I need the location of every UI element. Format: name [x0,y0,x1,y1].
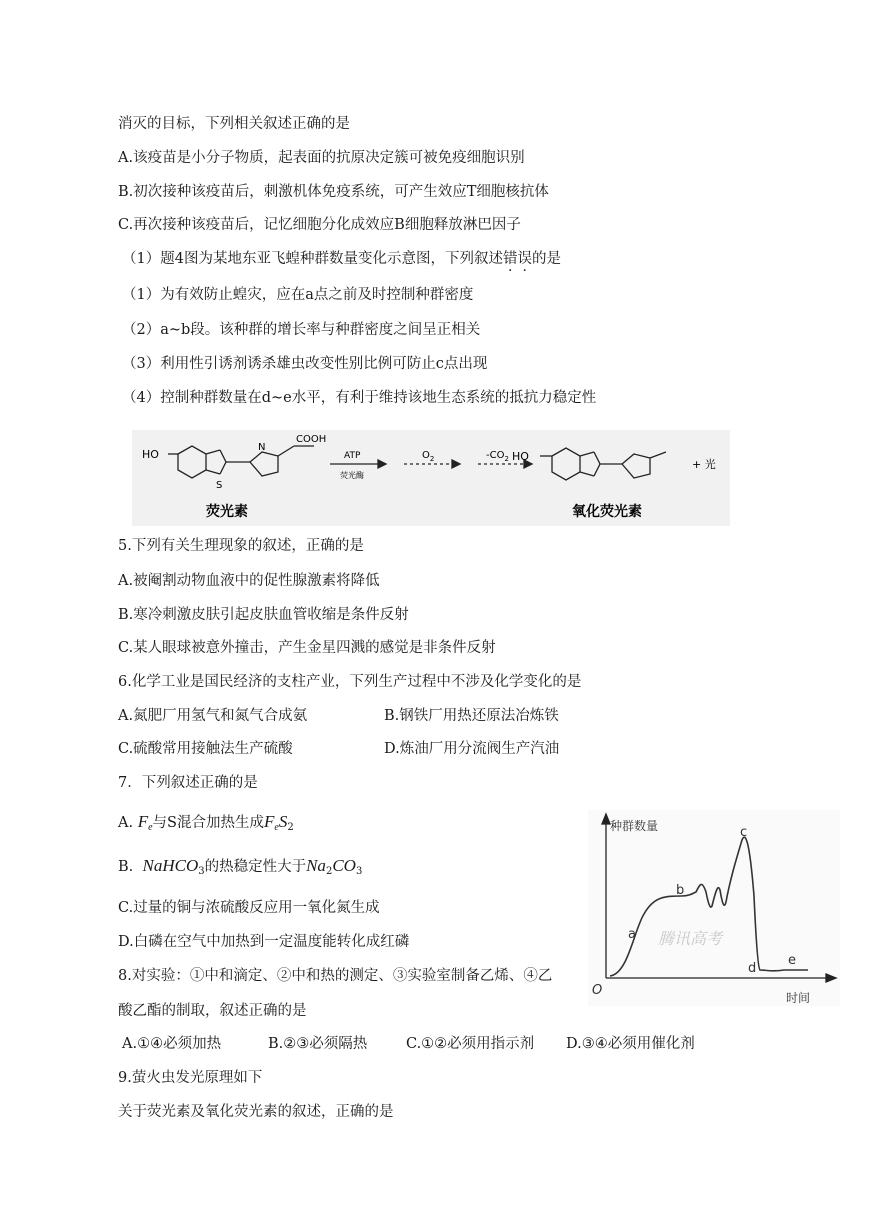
q7-option-d: D.白磷在空气中加热到一定温度能转化成红磷 [118,934,410,950]
q3-option-a: A.该疫苗是小分子物质，起表面的抗原决定簇可被免疫细胞识别 [118,150,525,166]
q3-stem: 消灭的目标，下列相关叙述正确的是 [118,116,350,132]
light-label: + 光 [692,458,716,471]
q4-option-3: （3）利用性引诱剂诱杀雄虫改变性别比例可防止c点出现 [122,356,488,372]
q4-option-2: （2）a~b段。该种群的增长率与种群密度之间呈正相关 [122,322,481,338]
q6-option-a: A.氮肥厂用氢气和氮气合成氨 [118,708,308,724]
q9-stem: 9.萤火虫发光原理如下 [118,1070,263,1086]
x-axis-label: 时间 [786,991,811,1005]
q3-option-c: C.再次接种该疫苗后，记忆细胞分化成效应B细胞释放淋巴因子 [118,217,521,233]
population-chart [588,810,840,1006]
q5-stem: 5.下列有关生理现象的叙述，正确的是 [118,538,364,554]
q4-emphasis-1: 错 [502,251,518,267]
n-label: N [258,442,266,453]
q8-option-a: A.①④必须加热 [122,1036,222,1052]
q6-stem: 6.化学工业是国民经济的支柱产业，下列生产过程中不涉及化学变化的是 [118,674,582,690]
q4-option-1: （1）为有效防止蝗灾，应在a点之前及时控制种群密度 [122,287,474,303]
luciferin-name: 荧光素 [206,504,248,520]
point-d-label: d [748,961,757,976]
point-b-label: b [676,883,685,898]
q7-option-b: B. NaHCO$_3$的热稳定性大于$Na_2CO_3$ [118,856,363,877]
ho-label-right: HO [512,450,529,463]
y-axis-label: 种群数量 [610,819,659,833]
luciferin-reaction-figure [132,430,730,526]
cooh-label: COOH [296,434,327,445]
q5-option-a: A.被阉割动物血液中的促性腺激素将降低 [118,573,380,589]
co2-label: $-CO_2$ [486,450,509,463]
q5-option-b: B.寒冷刺激皮肤引起皮肤血管收缩是条件反射 [118,607,409,623]
q9-question: 关于荧光素及氧化荧光素的叙述，正确的是 [118,1104,394,1120]
q7-option-a: A. $F_e$与S混合加热生成$F_eS_2$ [118,812,294,833]
atp-label: ATP [344,451,361,461]
q5-option-c: C.某人眼球被意外撞击，产生金星四溅的感觉是非条件反射 [118,640,496,656]
ho-label-left: HO [142,448,159,461]
point-a-label: a [628,927,636,942]
oxyluciferin-name: 氧化荧光素 [572,504,642,520]
q8-stem-line2: 酸乙酯的制取，叙述正确的是 [118,1003,307,1019]
q4-stem: （1）题4图为某地东亚飞蝗种群数量变化示意图，下列叙述错误的是 [122,251,561,267]
q7-option-c: C.过量的铜与浓硫酸反应用一氧化氮生成 [118,900,380,916]
q4-option-4: （4）控制种群数量在d~e水平，有利于维持该地生态系统的抵抗力稳定性 [122,390,597,406]
enzyme-label: 荧光酶 [340,471,364,480]
q8-option-b: B.②③必须隔热 [268,1036,368,1052]
q6-option-c: C.硫酸常用接触法生产硫酸 [118,741,293,757]
q8-option-d: D.③④必须用催化剂 [566,1036,695,1052]
q6-option-b: B.钢铁厂用热还原法冶炼铁 [384,708,559,724]
chart-watermark: 腾讯高考 [658,929,723,948]
q4-emphasis-2: 误 [517,251,532,267]
q6-option-d: D.炼油厂用分流阀生产汽油 [384,741,560,757]
point-c-label: c [740,825,748,840]
q7-stem: 7．下列叙述正确的是 [118,775,258,791]
origin-label: O [592,983,603,998]
s-label: S [216,480,223,491]
q3-option-b: B.初次接种该疫苗后，刺激机体免疫系统，可产生效应T细胞核抗体 [118,184,549,200]
o2-label: $O_2$ [422,450,435,463]
point-e-label: e [788,953,796,968]
q8-option-c: C.①②必须用指示剂 [406,1036,535,1052]
q8-stem-line1: 8.对实验：①中和滴定、②中和热的测定、③实验室制备乙烯、④乙 [118,968,553,984]
